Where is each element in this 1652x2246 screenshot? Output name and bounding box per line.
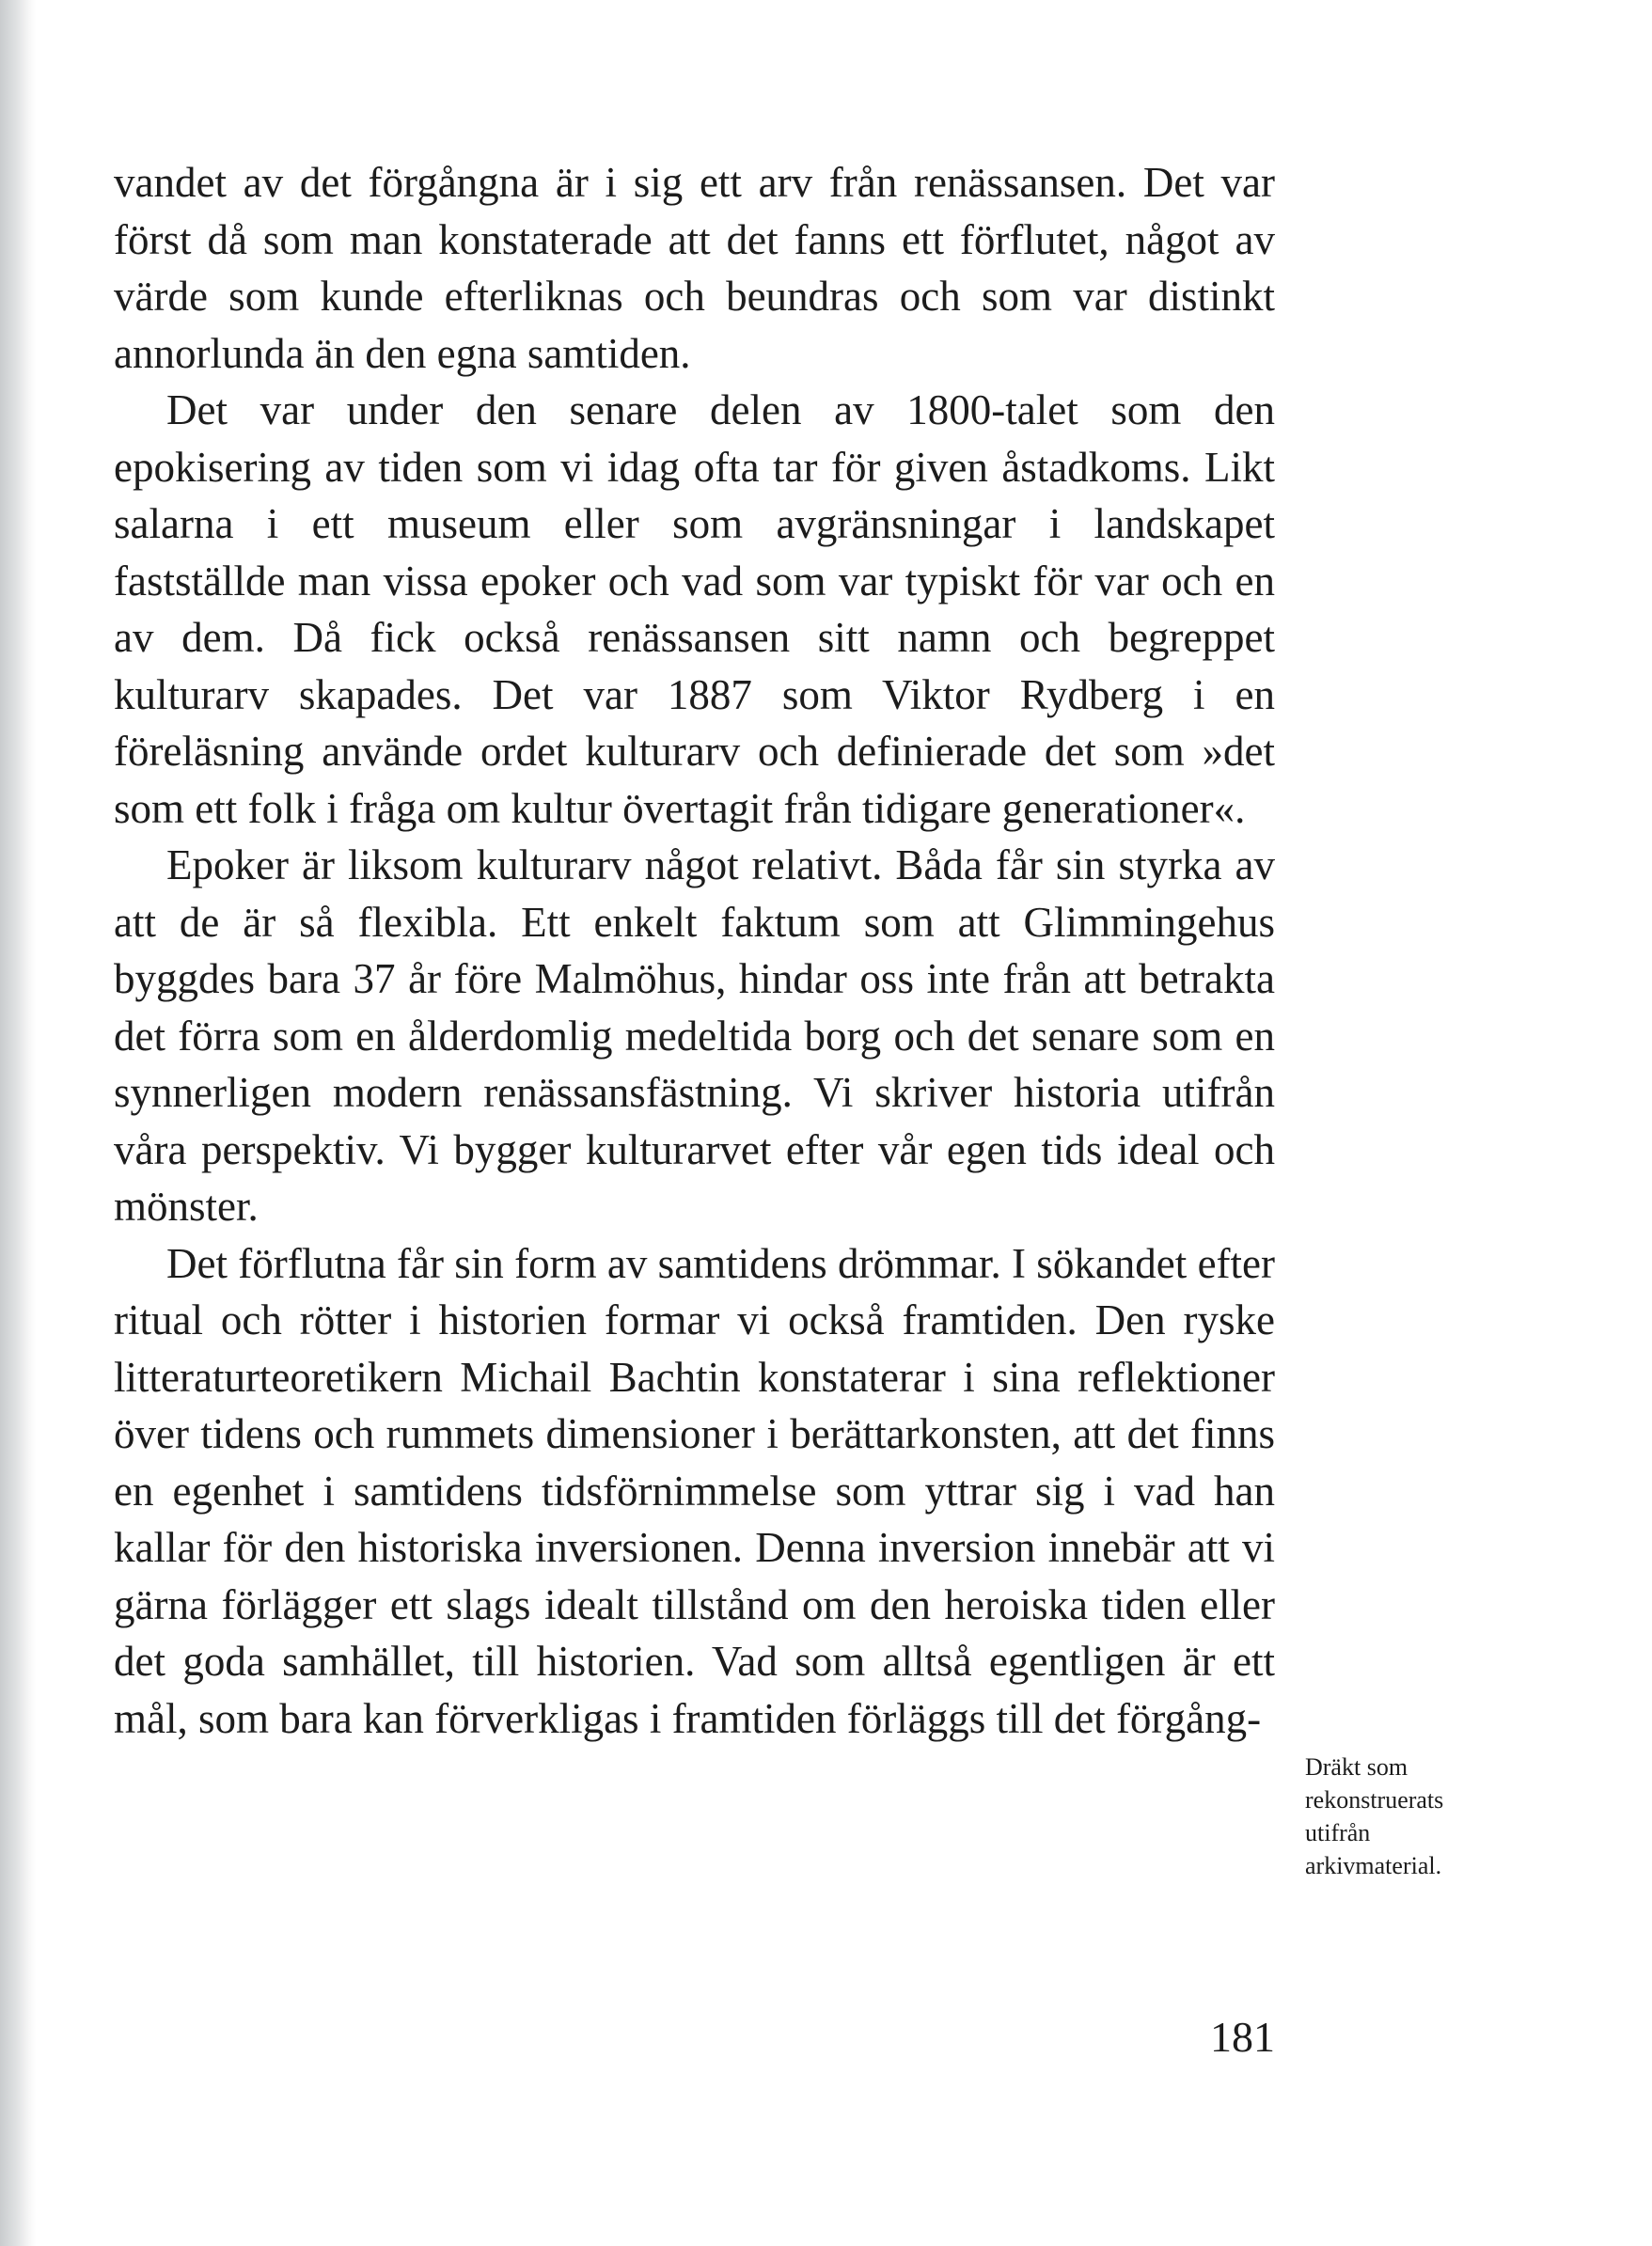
marginal-caption: Dräkt som rekonstruerats utifrån arkivmaterial.: [1305, 1753, 1444, 1879]
page-number: 181: [1210, 2013, 1275, 2061]
paragraph-3: Epoker är liksom kulturarv något relativt. Båda får sin styrka av att de är så flexibla. Ett enkelt faktum som att Glimmingehus byggdes bara 37 år före Malmöhus, hindar oss inte från att betrakta det förra som en ålderdomlig medeltida borg och det senare som en synnerligen modern renässansfästning. Vi skriver historia utifrån våra perspektiv. Vi bygger kulturarvet efter vår egen tids ideal och mönster.: [114, 841, 1275, 1230]
paragraph-4: Det förflutna får sin form av samtidens drömmar. I sökandet efter ritual och rötter i historien formar vi också framtiden. Den ryske litteraturteoretikern Michail Bachtin konstaterar i sina reflektioner över tidens och rummets dimensioner i berättarkonsten, att det finns en egenhet i samtidens tidsförnimmelse som yttrar sig i vad han kallar för den historiska inversionen. Denna inversion innebär att vi gärna förlägger ett slags idealt tillstånd om den heroiska tiden eller det goda samhället, till historien. Vad som alltså egentligen är ett mål, som bara kan förverkligas i framtiden förläggs till det förgång-: [114, 1239, 1275, 1742]
paragraph-1: vandet av det förgångna är i sig ett arv från renässansen. Det var först då som man konstaterade att det fanns ett förflutet, något av värde som kunde efterliknas och beundras och som var distinkt annorlunda än den egna samtiden.: [114, 159, 1275, 377]
body-text: [114, 154, 1275, 1747]
paragraph-2: Det var under den senare delen av 1800-talet som den epokisering av tiden som vi idag ofta tar för given åstadkoms. Likt salarna i ett museum eller som avgränsningar i landskapet fastställde man vissa epoker och vad som var typiskt för var och en av dem. Då fick också renässansen sitt namn och begreppet kulturarv skapades. Det var 1887 som Viktor Rydberg i en föreläsning använde ordet kulturarv och definierade det som »det som ett folk i fråga om kultur övertagit från tidigare generationer«.: [114, 386, 1275, 832]
